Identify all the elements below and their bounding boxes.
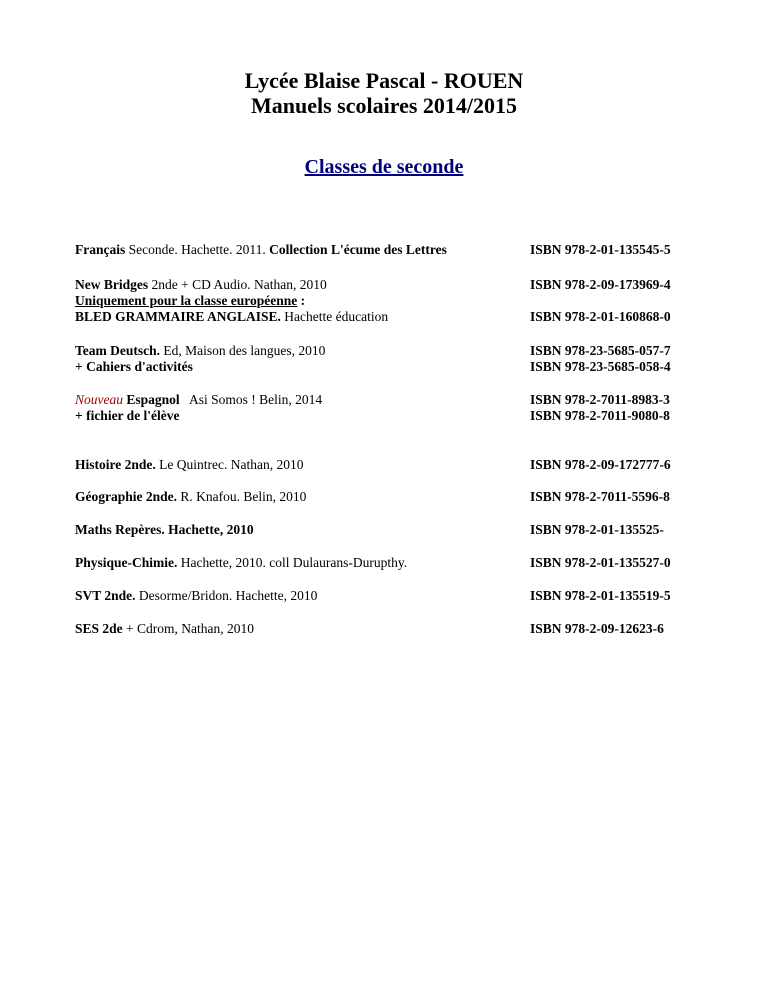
- isbn-geographie: ISBN 978-2-7011-5596-8: [530, 489, 670, 504]
- isbn-svt: ISBN 978-2-01-135519-5: [530, 588, 671, 603]
- isbn-asi-somos: ISBN 978-2-7011-8983-3: [530, 392, 670, 407]
- subject: New Bridges: [75, 277, 149, 292]
- book-entry-allemand: [75, 343, 325, 375]
- collection: Collection L'écume des Lettres: [269, 242, 447, 257]
- subject: Physique-Chimie.: [75, 555, 178, 570]
- page-title: [0, 68, 768, 118]
- title-line-2: Manuels scolaires 2014/2015: [250, 93, 518, 118]
- description: Asi Somos ! Belin, 2014: [179, 392, 323, 407]
- description: Le Quintrec. Nathan, 2010: [155, 457, 304, 472]
- isbn-ses: ISBN 978-2-09-12623-6: [530, 621, 664, 636]
- book-entry-ses: [75, 621, 254, 637]
- bled-title: BLED GRAMMAIRE ANGLAISE.: [75, 309, 281, 324]
- description: 2nde + CD Audio. Nathan, 2010: [148, 277, 327, 292]
- section-link[interactable]: Classes de seconde: [304, 156, 464, 178]
- description: Seconde. Hachette. 2011.: [125, 242, 270, 257]
- isbn-cahiers: ISBN 978-23-5685-058-4: [530, 359, 671, 374]
- subject: SVT 2nde.: [75, 588, 136, 603]
- isbn-physique-chimie: ISBN 978-2-01-135527-0: [530, 555, 671, 570]
- book-entry-geographie: [75, 489, 306, 505]
- book-entry-maths: [75, 522, 254, 538]
- isbn-maths: ISBN 978-2-01-135525-: [530, 522, 664, 537]
- description: Hachette, 2010. coll Dulaurans-Durupthy.: [177, 555, 408, 570]
- subject: Team Deutsch.: [75, 343, 161, 358]
- subject: Histoire 2nde.: [75, 457, 156, 472]
- note-suffix: :: [297, 293, 306, 308]
- book-entry-physique-chimie: [75, 555, 407, 571]
- subject: SES 2de: [75, 621, 123, 636]
- description: Desorme/Bridon. Hachette, 2010: [135, 588, 318, 603]
- description: Ed, Maison des langues, 2010: [160, 343, 326, 358]
- new-badge: Nouveau: [75, 392, 123, 407]
- book-entry-histoire: [75, 457, 303, 473]
- subject: Géographie 2nde.: [75, 489, 178, 504]
- european-class-note: Uniquement pour la classe européenne: [75, 293, 298, 308]
- bled-publisher: Hachette éducation: [280, 309, 389, 324]
- book-entry-francais: [75, 242, 447, 258]
- description: + Cdrom, Nathan, 2010: [122, 621, 255, 636]
- book-entry-espagnol: [75, 392, 322, 424]
- description: R. Knafou. Belin, 2010: [177, 489, 307, 504]
- subject: Espagnol: [123, 392, 180, 407]
- isbn-fichier: ISBN 978-2-7011-9080-8: [530, 408, 670, 423]
- subject: Maths Repères. Hachette, 2010: [75, 522, 254, 537]
- section-heading: [0, 156, 768, 179]
- book-entry-svt: [75, 588, 317, 604]
- supplement: + fichier de l'élève: [75, 408, 180, 423]
- subject: Français: [75, 242, 126, 257]
- supplement: + Cahiers d'activités: [75, 359, 193, 374]
- title-line-1: Lycée Blaise Pascal - ROUEN: [244, 68, 524, 93]
- isbn-histoire: ISBN 978-2-09-172777-6: [530, 457, 671, 472]
- isbn-new-bridges: ISBN 978-2-09-173969-4: [530, 277, 671, 292]
- isbn-bled: ISBN 978-2-01-160868-0: [530, 309, 671, 324]
- isbn-francais: ISBN 978-2-01-135545-5: [530, 242, 671, 257]
- book-entry-anglais: [75, 277, 388, 325]
- isbn-team-deutsch: ISBN 978-23-5685-057-7: [530, 343, 671, 358]
